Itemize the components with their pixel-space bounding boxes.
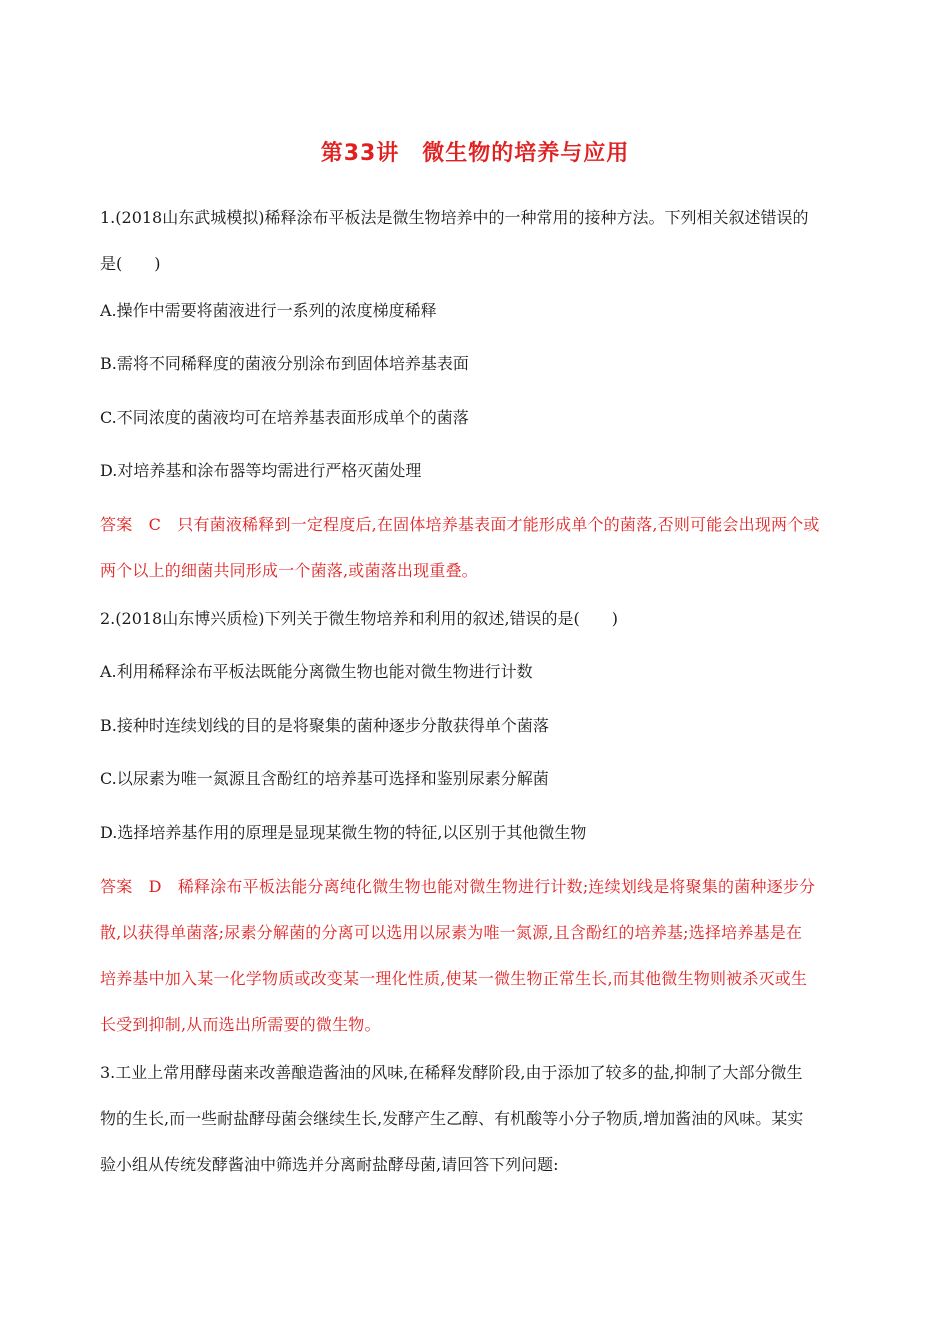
question-1-option-a	[100, 288, 850, 334]
question-2-answer-line-1: 答案 D 稀释涂布平板法能分离纯化微生物也能对微生物进行计数;连续划线是将聚集的菌种逐步分	[100, 877, 816, 896]
option-b-text: B.需将不同稀释度的菌液分别涂布到固体培养基表面	[100, 354, 469, 373]
question-2-answer	[100, 864, 850, 1048]
question-2	[100, 596, 850, 642]
question-3-stem-line-1: 3.工业上常用酵母菌来改善酿造酱油的风味,在稀释发酵阶段,由于添加了较多的盐,抑制了大部分微生	[100, 1063, 803, 1082]
question-1-answer-line-2: 两个以上的细菌共同形成一个菌落,或菌落出现重叠。	[100, 561, 478, 580]
question-1	[100, 195, 850, 287]
option-c-text: C.不同浓度的菌液均可在培养基表面形成单个的菌落	[100, 408, 469, 427]
option-d-text: D.选择培养基作用的原理是显现某微生物的特征,以区别于其他微生物	[100, 823, 587, 842]
question-2-stem-line-1: 2.(2018山东博兴质检)下列关于微生物培养和利用的叙述,错误的是( )	[100, 609, 619, 628]
question-3-stem-line-3: 验小组从传统发酵酱油中筛选并分离耐盐酵母菌,请回答下列问题:	[100, 1155, 559, 1174]
question-2-answer-line-3: 培养基中加入某一化学物质或改变某一理化性质,使某一微生物正常生长,而其他微生物则被杀灭或生	[100, 969, 808, 988]
question-1-option-b	[100, 341, 850, 387]
question-1-stem-line-2: 是( )	[100, 254, 161, 273]
question-3-stem-line-2: 物的生长,而一些耐盐酵母菌会继续生长,发酵产生乙醇、有机酸等小分子物质,增加酱油的风味。某实	[100, 1109, 804, 1128]
question-2-answer-line-4: 长受到抑制,从而选出所需要的微生物。	[100, 1015, 381, 1034]
page-title: 第33讲 微生物的培养与应用	[320, 141, 630, 166]
question-1-stem-line-1: 1.(2018山东武城模拟)稀释涂布平板法是微生物培养中的一种常用的接种方法。下列相关叙述错误的	[100, 208, 809, 227]
option-a-text: A.利用稀释涂布平板法既能分离微生物也能对微生物进行计数	[100, 662, 533, 681]
option-c-text: C.以尿素为唯一氮源且含酚红的培养基可选择和鉴别尿素分解菌	[100, 769, 549, 788]
question-2-option-c	[100, 756, 850, 802]
option-b-text: B.接种时连续划线的目的是将聚集的菌种逐步分散获得单个菌落	[100, 716, 549, 735]
question-1-option-d	[100, 448, 850, 494]
option-a-text: A.操作中需要将菌液进行一系列的浓度梯度稀释	[100, 301, 437, 320]
option-d-text: D.对培养基和涂布器等均需进行严格灭菌处理	[100, 461, 422, 480]
question-2-option-a	[100, 649, 850, 695]
question-3	[100, 1050, 850, 1188]
question-1-option-c	[100, 395, 850, 441]
question-2-option-d	[100, 810, 850, 856]
question-2-option-b	[100, 703, 850, 749]
question-1-answer-line-1: 答案 C 只有菌液稀释到一定程度后,在固体培养基表面才能形成单个的菌落,否则可能会出现两个或	[100, 515, 820, 534]
question-1-answer	[100, 502, 850, 594]
question-2-answer-line-2: 散,以获得单菌落;尿素分解菌的分离可以选用以尿素为唯一氮源,且含酚红的培养基;选择培养基是在	[100, 923, 803, 942]
